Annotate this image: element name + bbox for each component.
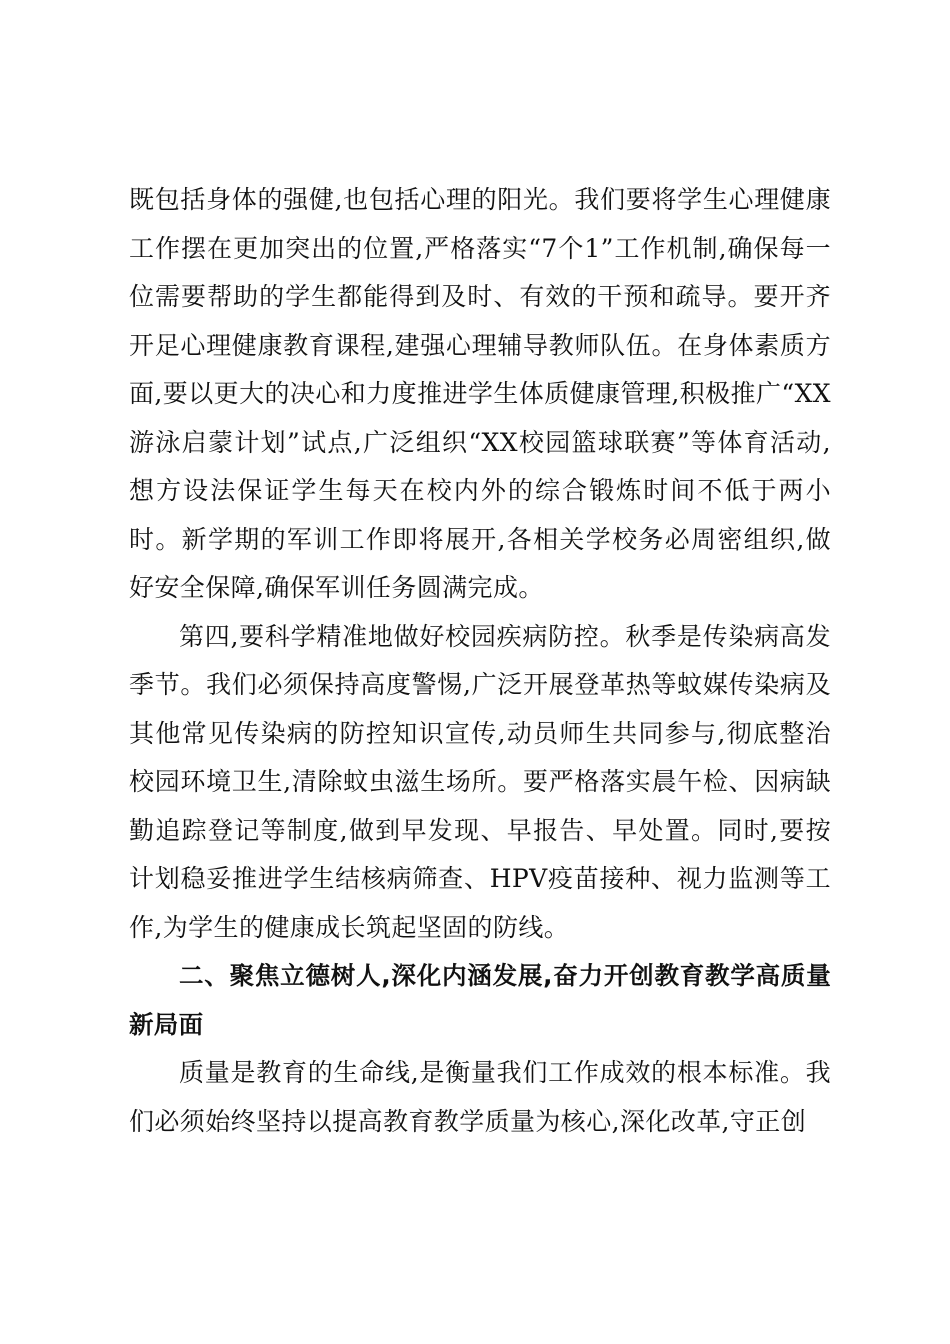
section-heading: 二、聚焦立德树人,深化内涵发展,奋力开创教育教学高质量新局面 [129, 961, 831, 1039]
body-paragraph-disease-control: 第四,要科学精准地做好校园疾病防控。秋季是传染病高发季节。我们必须保持高度警惕,广泛开展登革热等蚊媒传染病及其他常见传染病的防控知识宣传,动员师生共同参与,彻底整治校园环境卫生,清除蚊虫滋生场所。要严格落实晨午检、因病缺勤追踪登记等制度,做到早发现、早报告、早处置。同时,要按计划稳妥推进学生结核病筛查、HPV疫苗接种、视力监测等工作,为学生的健康成长筑起坚固的防线。 [129, 621, 831, 942]
document-page [129, 176, 831, 1146]
body-paragraph-quality: 质量是教育的生命线,是衡量我们工作成效的根本标准。我们必须始终坚持以提高教育教学质量为核心,深化改革,守正创 [129, 1058, 831, 1136]
body-paragraph-health: 既包括身体的强健,也包括心理的阳光。我们要将学生心理健康工作摆在更加突出的位置,严格落实“7个1”工作机制,确保每一位需要帮助的学生都能得到及时、有效的干预和疏导。要开齐开足心理健康教育课程,建强心理辅导教师队伍。在身体素质方面,要以更大的决心和力度推进学生体质健康管理,积极推广“XX游泳启蒙计划”试点,广泛组织“XX校园篮球联赛”等体育活动,想方设法保证学生每天在校内外的综合锻炼时间不低于两小时。新学期的军训工作即将展开,各相关学校务必周密组织,做好安全保障,确保军训任务圆满完成。 [129, 185, 831, 602]
